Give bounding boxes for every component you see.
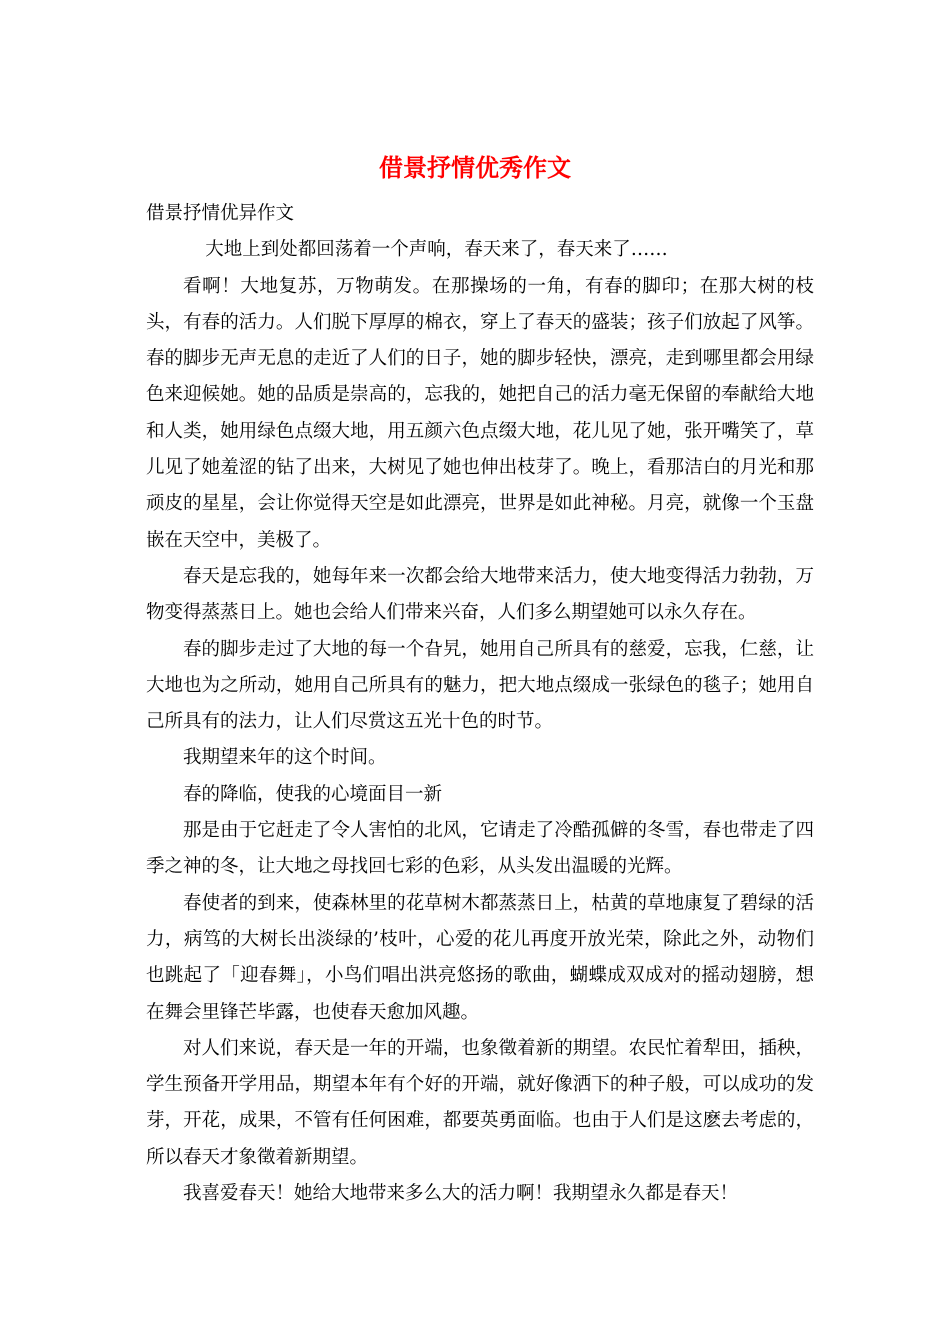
body-paragraph: 春的降临，使我的心境面目一新 [183, 783, 443, 805]
body-paragraph: 春使者的到来，使森林里的花草树木都蒸蒸日上，枯黄的草地康复了碧绿的活力，病笃的大树长出淡绿的’枝叶，心爱的花儿再度开放光荣，除此之外，动物们也跳起了「迎春舞」，小鸟们唱出洪亮悠扬的歌曲，蝴蝶成双成对的摇动翅膀，想在舞会里锋芒毕露，也使春天愈加风趣。 [146, 892, 814, 1023]
body-paragraph: 春天是忘我的，她每年来一次都会给大地带来活力，使大地变得活力勃勃，万物变得蒸蒸日上。她也会给人们带来兴奋，人们多么期望她可以永久存在。 [146, 565, 814, 624]
body-paragraph: 大地上到处都回荡着一个声响，春天来了，春天来了…… [205, 239, 668, 261]
body-paragraph: 春的脚步走过了大地的每一个旮旯，她用自己所具有的慈爱，忘我，仁慈，让大地也为之所动，她用自己所具有的魅力，把大地点缀成一张绿色的毯子；她用自己所具有的法力，让人们尽赏这五光十色的时节。 [146, 638, 814, 733]
body-paragraph: 对人们来说，春天是一年的开端，也象徵着新的期望。农民忙着犁田，插秧，学生预备开学用品，期望本年有个好的开端，就好像洒下的种子般，可以成功的发芽，开花，成果，不管有任何困难，都要英勇面临。也由于人们是这麽去考虑的，所以春天才象徵着新期望。 [146, 1037, 814, 1168]
body-paragraph: 看啊！大地复苏，万物萌发。在那操场的一角，有春的脚印；在那大树的枝头，有春的活力。人们脱下厚厚的棉衣，穿上了春天的盛装；孩子们放起了风筝。春的脚步无声无息的走近了人们的日子，她的脚步轻快，漂亮，走到哪里都会用绿色来迎候她。她的品质是崇高的，忘我的，她把自己的活力毫无保留的奉献给大地和人类，她用绿色点缀大地，用五颜六色点缀大地，花儿见了她，张开嘴笑了，草儿见了她羞涩的钻了出来，大树见了她也伸出枝芽了。晚上，看那洁白的月光和那顽皮的星星，会让你觉得天空是如此漂亮，世界是如此神秘。月亮，就像一个玉盘嵌在天空中，美极了。 [146, 275, 814, 551]
body-paragraph: 我喜爱春天！她给大地带来多么大的活力啊！我期望永久都是春天！ [183, 1183, 739, 1205]
document-title: 借景抒情优秀作文 [379, 153, 571, 182]
subtitle-paragraph: 借景抒情优异作文 [146, 203, 295, 224]
body-paragraph: 那是由于它赶走了令人害怕的北风，它请走了冷酷孤僻的冬雪，春也带走了四季之神的冬，让大地之母找回七彩的色彩，从头发出温暖的光辉。 [146, 820, 814, 878]
document-body [146, 196, 814, 1212]
body-paragraph: 我期望来年的这个时间。 [183, 747, 387, 769]
